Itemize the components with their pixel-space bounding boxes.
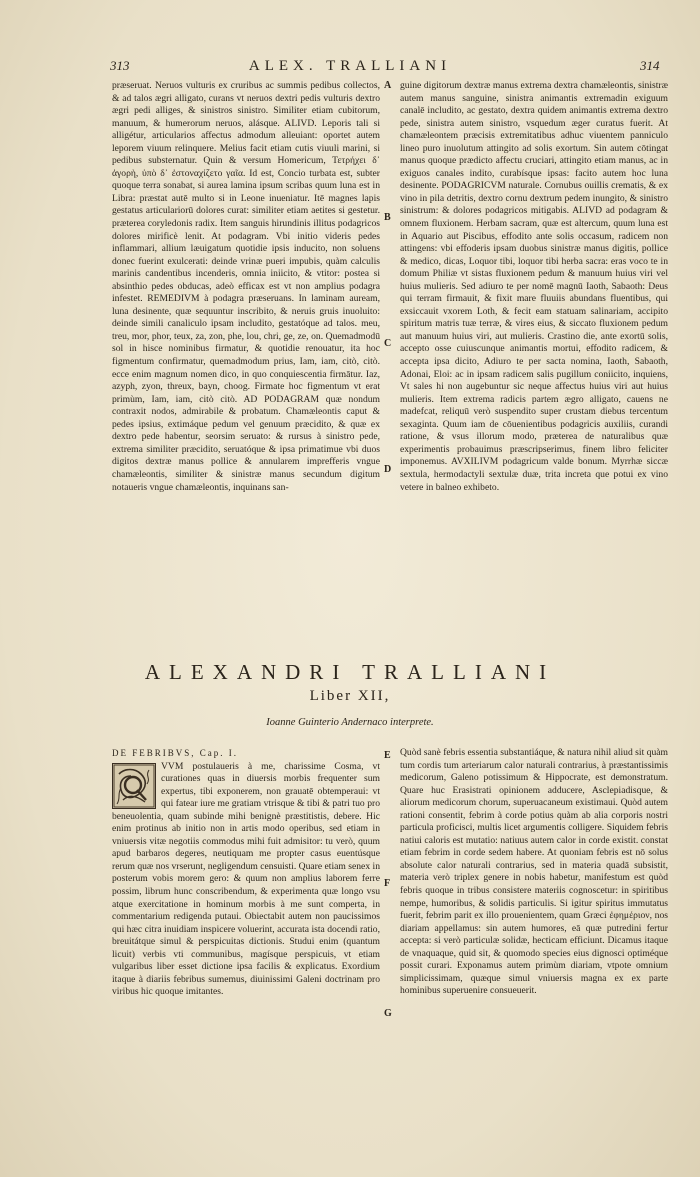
bottom-right-text: Quòd sanè febris essentia substantiáque, & natura nihil aliud sit quàm tum cordis tum arteriarum calor naturali contrarius, à præstantissimis medicorum, Galeno potissimum & Hippocrate, est demonstratum. Quare huc Erasistrati opinionem adducere, Asclepiadisque, & aliorum medicorum chorum, superuacaneum existimaui. Quòd autem rationi consentit, febrim à corde potius quàm ab alia corporis nostri particula proficisci, multis licet argumentis colligere. Siquidem febris natiui caloris est mutatio: natiuus autem calor in corde existit. constat etiam febrim in corde sedem habere. At quoniam febris est nō solus absolute calor naturali contrarius, sed in materia quadā subsistit, materia verò triplex genere in nobis habetur, manifestum est quòd febris quoque in tribus consistere materiis cognoscetur: in spiritibus nempe, humoribus, & solidis particulis. Si igitur spiritus immutatus fuerit, febrim parit ex illo prouenientem, quam Græci ἐφημέριον, nos diariam appellamus: sin autem humores, eā quæ putredini fertur accepta: si verò particulæ solidæ, hecticam efficiunt. Dicamus itaque de vnaquaque, quid sit, & quomodo species eius dignosci optiméque possit curari. Exponamus autem primùm diariam, vtpote omnium simplicissimam, quæque simul vniuersis magna ex ex parte hominibus superuenire consueuerit. (400, 747, 668, 997)
bottom-left-column (112, 747, 380, 1077)
margin-letter-e: E (384, 750, 391, 761)
margin-letter-g: G (384, 1008, 392, 1019)
book-number: Liber XII, (309, 688, 391, 704)
top-left-column (112, 80, 380, 585)
top-right-column (400, 80, 668, 585)
page-number-right: 314 (640, 58, 660, 73)
margin-letter-c: C (384, 338, 392, 349)
margin-letter-d: D (384, 464, 392, 475)
page-number-left: 313 (110, 58, 130, 73)
margin-letter-a: A (384, 80, 392, 91)
top-left-text: præseruat. Neruos vulturis ex cruribus ac summis pedibus collectos, & ad talos ægri alligato, curans vt neruos dextri pedis vulturis dextro ægri pedi alliges, & sinistros sinistro. Similiter etiam cubitorum, manuum, & humerorum neruos, alásque. ALIVD. Leporis tali si alligétur, articularios affectus admodum alleuiant: oportet autem leporem viuum relinquere. Melius facit etiam cutis viuuli marini, si pedibus substernatur. Quin & versum Homericum, Τετρήχει δ᾽ ἀγορὴ, ὑπὸ δ᾽ ἐστοναχίζετο γαῖα. Id est, Concio turbata est, subter quoque terra sonabat, si aurea lamina ipsum scribas quum luna est in Libra: præstat autē multo si in Leone inueniatur. Itē magnes lapis gestatus articulariorū dolores curat: similiter etiam aetites si gestetur. præterea coryledonis radix. Item sanguis hirundinis illitus podagricos dolores mirificè lenit. At podagram. Vbi initio videris pedes inflammari, allium læuigatum quotidie ipsis inducito, non soluens donec fuerint exulcerati: deinde vrinæ pueri impubis, quàm calculis marinis candentibus incenderis, omnia iniicito, & vtitor: postea si absinthio pedes obducas, adeò efficax est vt non amplius podagra infestet. REMEDIVM à podagra præseruans. In laminam auream, luna desinente, quæ sequuntur inscribito, & neruis gruis inuoluito: deinde simili canaliculo ipsam includito, gestatóque ad talos. meu, treu, mor, phor, teux, za, zon, phe, lou, chri, ge, ze, on. Quemadmodū sol in hisce nominibus firmatur, & quotidie renouatur, ita hoc figmentum confirmatur, quemadmodum prius, Iam, iam, citò, citò. ecce enim magnum nomen dico, in quo conquiescentia firmātur. Iaz, azyph, zyon, threux, bayn, choog. Firmate hoc figmentum vt erat primùm, Iam, iam, citò citò. AD PODAGRAM quæ nondum contraxit nodos, admirabile & probatum. Chamæleontis caput & pedes ipsius, extimáque pedum vel genuum præcidito, & quæ ex dextro pede habentur, seorsim seruato: & rursus à sinistro pede, extrema similiter præcidito, seruatóque & ipsa primatimue vbi duos digitos dextræ manus pollice & annularem imprefferis vngue chamæleontis, similiter & sinistræ manus secundum digitum notaueris vngue chamæleontis, inquinans san- (112, 80, 380, 493)
chapter-heading: DE FEBRIBVS, Cap. I. (112, 748, 239, 758)
running-title: ALEX. TRALLIANI (248, 58, 452, 74)
margin-letter-b: B (384, 212, 391, 223)
margin-letter-f: F (384, 878, 391, 889)
bottom-left-text: VVM postulaueris à me, charissime Cosma, vt curationes quas in diuersis morbis frequenter sum expertus, tibi exponerem, non grauatē obtemperaui: vt qui fatear iure me gratiam vtrisque & tibi & patri tuo pro beneuolentia, quam subinde mihi benignè præstitistis, debere. Hic enim protinus ab initio non in artis modo operibus, sed etiam in vniuersis vitæ negotiis commodus mihi fuit admisitor: tu verò, quum apud barbaros degeres, neutiquam me propter casus euentúsque rerum quæ nos vrserunt, negligendum censuisti. Quare etiam senex in posterum vobis morem gero: & quum non amplius laborem ferre possim, librum hunc conscribendum, & experimenta quæ longo vsu atque exercitatione in hominum morbis à me sunt comperta, in commentarium redigenda putaui. Obiectabit autem non paucissimos qui hæc citra inuidiam inspicere voluerint, accurata ista docendi ratio, breuitátque simul & perspicuitas dictionis. Studui enim (quantum licuit) verbis vti communibus, magísque perspicuis, vt etiam vulgaribus liber esset dictione ipsa facilis & explicatus. Exordium itaque à diariis febribus sumemus, diuinissimi Galeni doctrinam pro viribus hic quoque imitantes. (112, 760, 380, 998)
book-title: ALEXANDRI TRALLIANI (144, 660, 556, 684)
running-head (0, 58, 700, 80)
decorated-initial-q-icon (112, 763, 156, 809)
top-right-text: guine digitorum dextræ manus extrema dextra chamæleontis, sinistræ autem manus sanguine, sinistra animantis extremadin exiguum canalē includito, ac gestato, dextra quidem animantis extrema dextro pede, sinistra autem sinistro, vsquedum æger curatus fuerit. At chamæleontem præcisis extremitatibus adhuc viuentem panniculo lineo puro inuolutum attingito ad solis exortum. Sin autem cōtingat manus quoque prædicto affectu cruciari, attingito etiam manus, ac in exiguos canales indito, curabísque ipsas: facito autem hoc luna desinente. PODAGRICVM naturale. Cornubus ouillis crematis, & ex vino in pila detritis, dextro cornu dextrum pedem inungito, & sinistro sinistrum: & dolores podagricos mitigabis. ALIVD ad podagram & omnem fluxionem. Herbam sacram, quæ est altercum, quum luna est in Aquario aut Piscibus, effodito ante solis occasum, radicem non attingens: vbi effoderis ipsam duobus sinistræ manus digitis, pollice & medico, dicas, Loquor tibi, loquor tibi herba sacra: eras voco te in domum Philiæ vt sistas fluxionem pedum & manuum huius viri vel huius mulieris. Sed adiuro te per nomē magnū Iaoth, Sabaoth: Deus qui terram firmauit, & fixit mare fluuiis abundans fluentibus, qui exsiccauit vxorem Loth, & fecit eam statuam salinariam, accipito spiritum matris tuæ terræ, & vires eius, & siccato fluxionem pedum aut manuum huius viri, aut mulieris. Crastino die, ante exortū solis, accepto osse cuiuscunque animantis mortui, effodito radicem, & accepta ipsa dicito, Adiuro te per sacta nomina, Iaoth, Sabaoth, Adonai, Eloi: ac in ipsam radicem salis pugillum coniicito, inquiens, Vt sales hi non augebuntur sic neque affectus huius viri aut huius mulieris. Item extrema radicis partem ægro alligato, cauens ne madefcat, reliquū verò suspendito super crustam diebus tercentum sexaginta. Quum iam de cōuenientibus podagricis auxiliis, curandi ratione, & vsus illorum modo, præterea de naturalibus quæ experimentis probauimus præscripserimus, finem libro feliciter imponemus. AVXILIVM podagricum valde bonum. Myrrhæ siccæ sextula, hermodactyli sextulæ duæ, trita increta que potui ex vino vetere in balneo exhibeto. (400, 80, 668, 493)
bottom-right-column (400, 747, 668, 1077)
translator-line: Ioanne Guinterio Andernaco interprete. (266, 717, 434, 728)
